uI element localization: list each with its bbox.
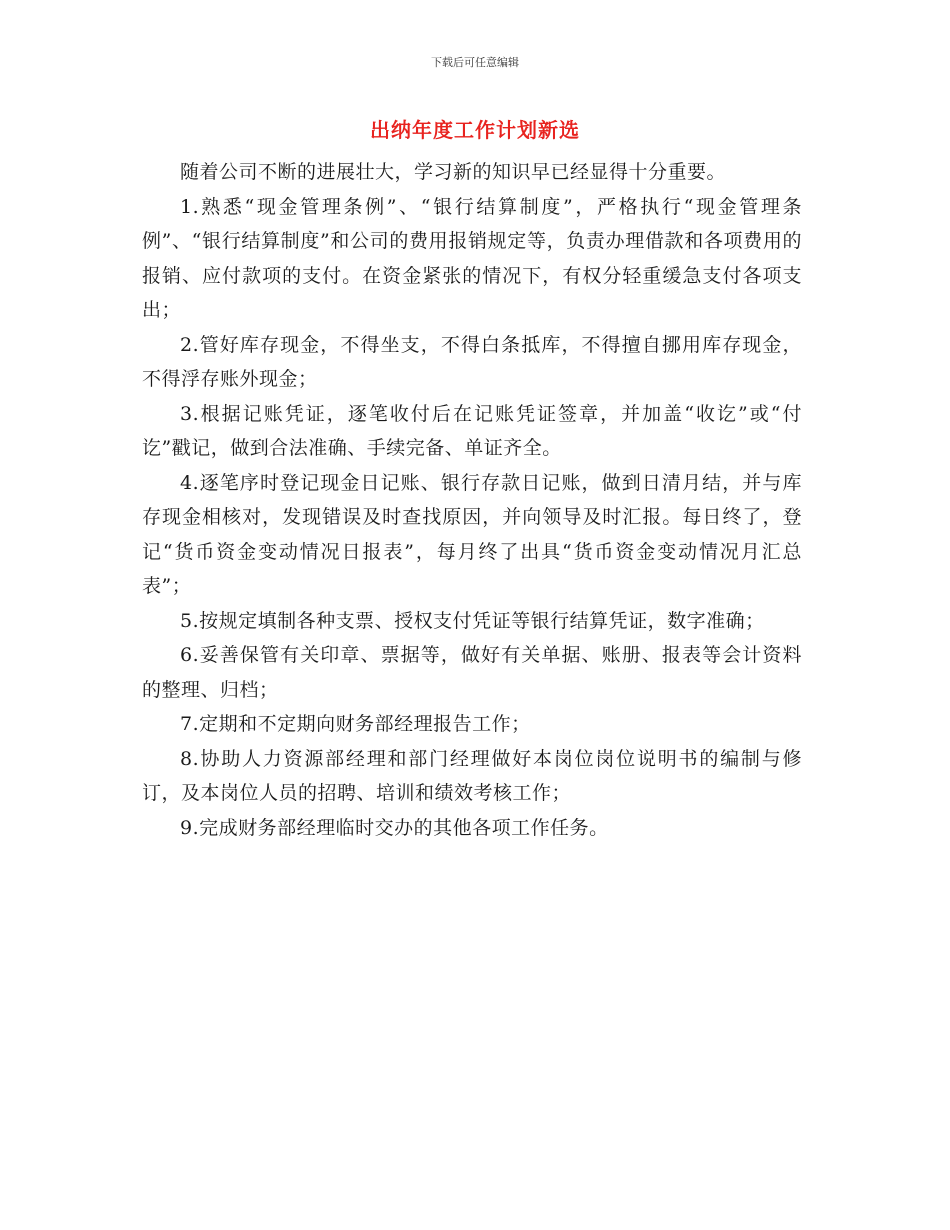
paragraph-intro: 随着公司不断的进展壮大，学习新的知识早已经显得十分重要。 — [180, 161, 727, 183]
paragraph-item-2: 2.管好库存现金，不得坐支，不得白条抵库，不得擅自挪用库存现金，不得浮存账外现金； — [142, 333, 802, 390]
header-note: 下载后可任意编辑 — [431, 56, 519, 69]
paragraph-item-3: 3.根据记账凭证，逐笔收付后在记账凭证签章，并加盖“收讫”或“付讫”戳记，做到合法准确、手续完备、单证齐全。 — [142, 402, 802, 459]
paragraph-item-1: 1.熟悉“现金管理条例”、“银行结算制度”，严格执行“现金管理条例”、“银行结算制度”和公司的费用报销规定等，负责办理借款和各项费用的报销、应付款项的支付。在资金紧张的情况下，有权分轻重缓急支付各项支出； — [142, 195, 802, 321]
paragraph-item-9: 9.完成财务部经理临时交办的其他各项工作任务。 — [180, 816, 609, 839]
paragraph-item-4: 4.逐笔序时登记现金日记账、银行存款日记账，做到日清月结，并与库存现金相核对，发现错误及时查找原因，并向领导及时汇报。每日终了，登记“货币资金变动情况日报表”，每月终了出具“货币资金变动情况月汇总表”； — [142, 471, 802, 597]
paragraph-item-8: 8.协助人力资源部经理和部门经理做好本岗位岗位说明书的编制与修订，及本岗位人员的招聘、培训和绩效考核工作； — [142, 747, 802, 804]
document-title: 出纳年度工作计划新选 — [370, 118, 580, 142]
document-body — [142, 155, 802, 845]
paragraph-item-7: 7.定期和不定期向财务部经理报告工作； — [180, 713, 531, 735]
paragraph-item-5: 5.按规定填制各种支票、授权支付凭证等银行结算凭证，数字准确； — [180, 609, 765, 632]
paragraph-item-6: 6.妥善保管有关印章、票据等，做好有关单据、账册、报表等会计资料的整理、归档； — [142, 644, 802, 701]
